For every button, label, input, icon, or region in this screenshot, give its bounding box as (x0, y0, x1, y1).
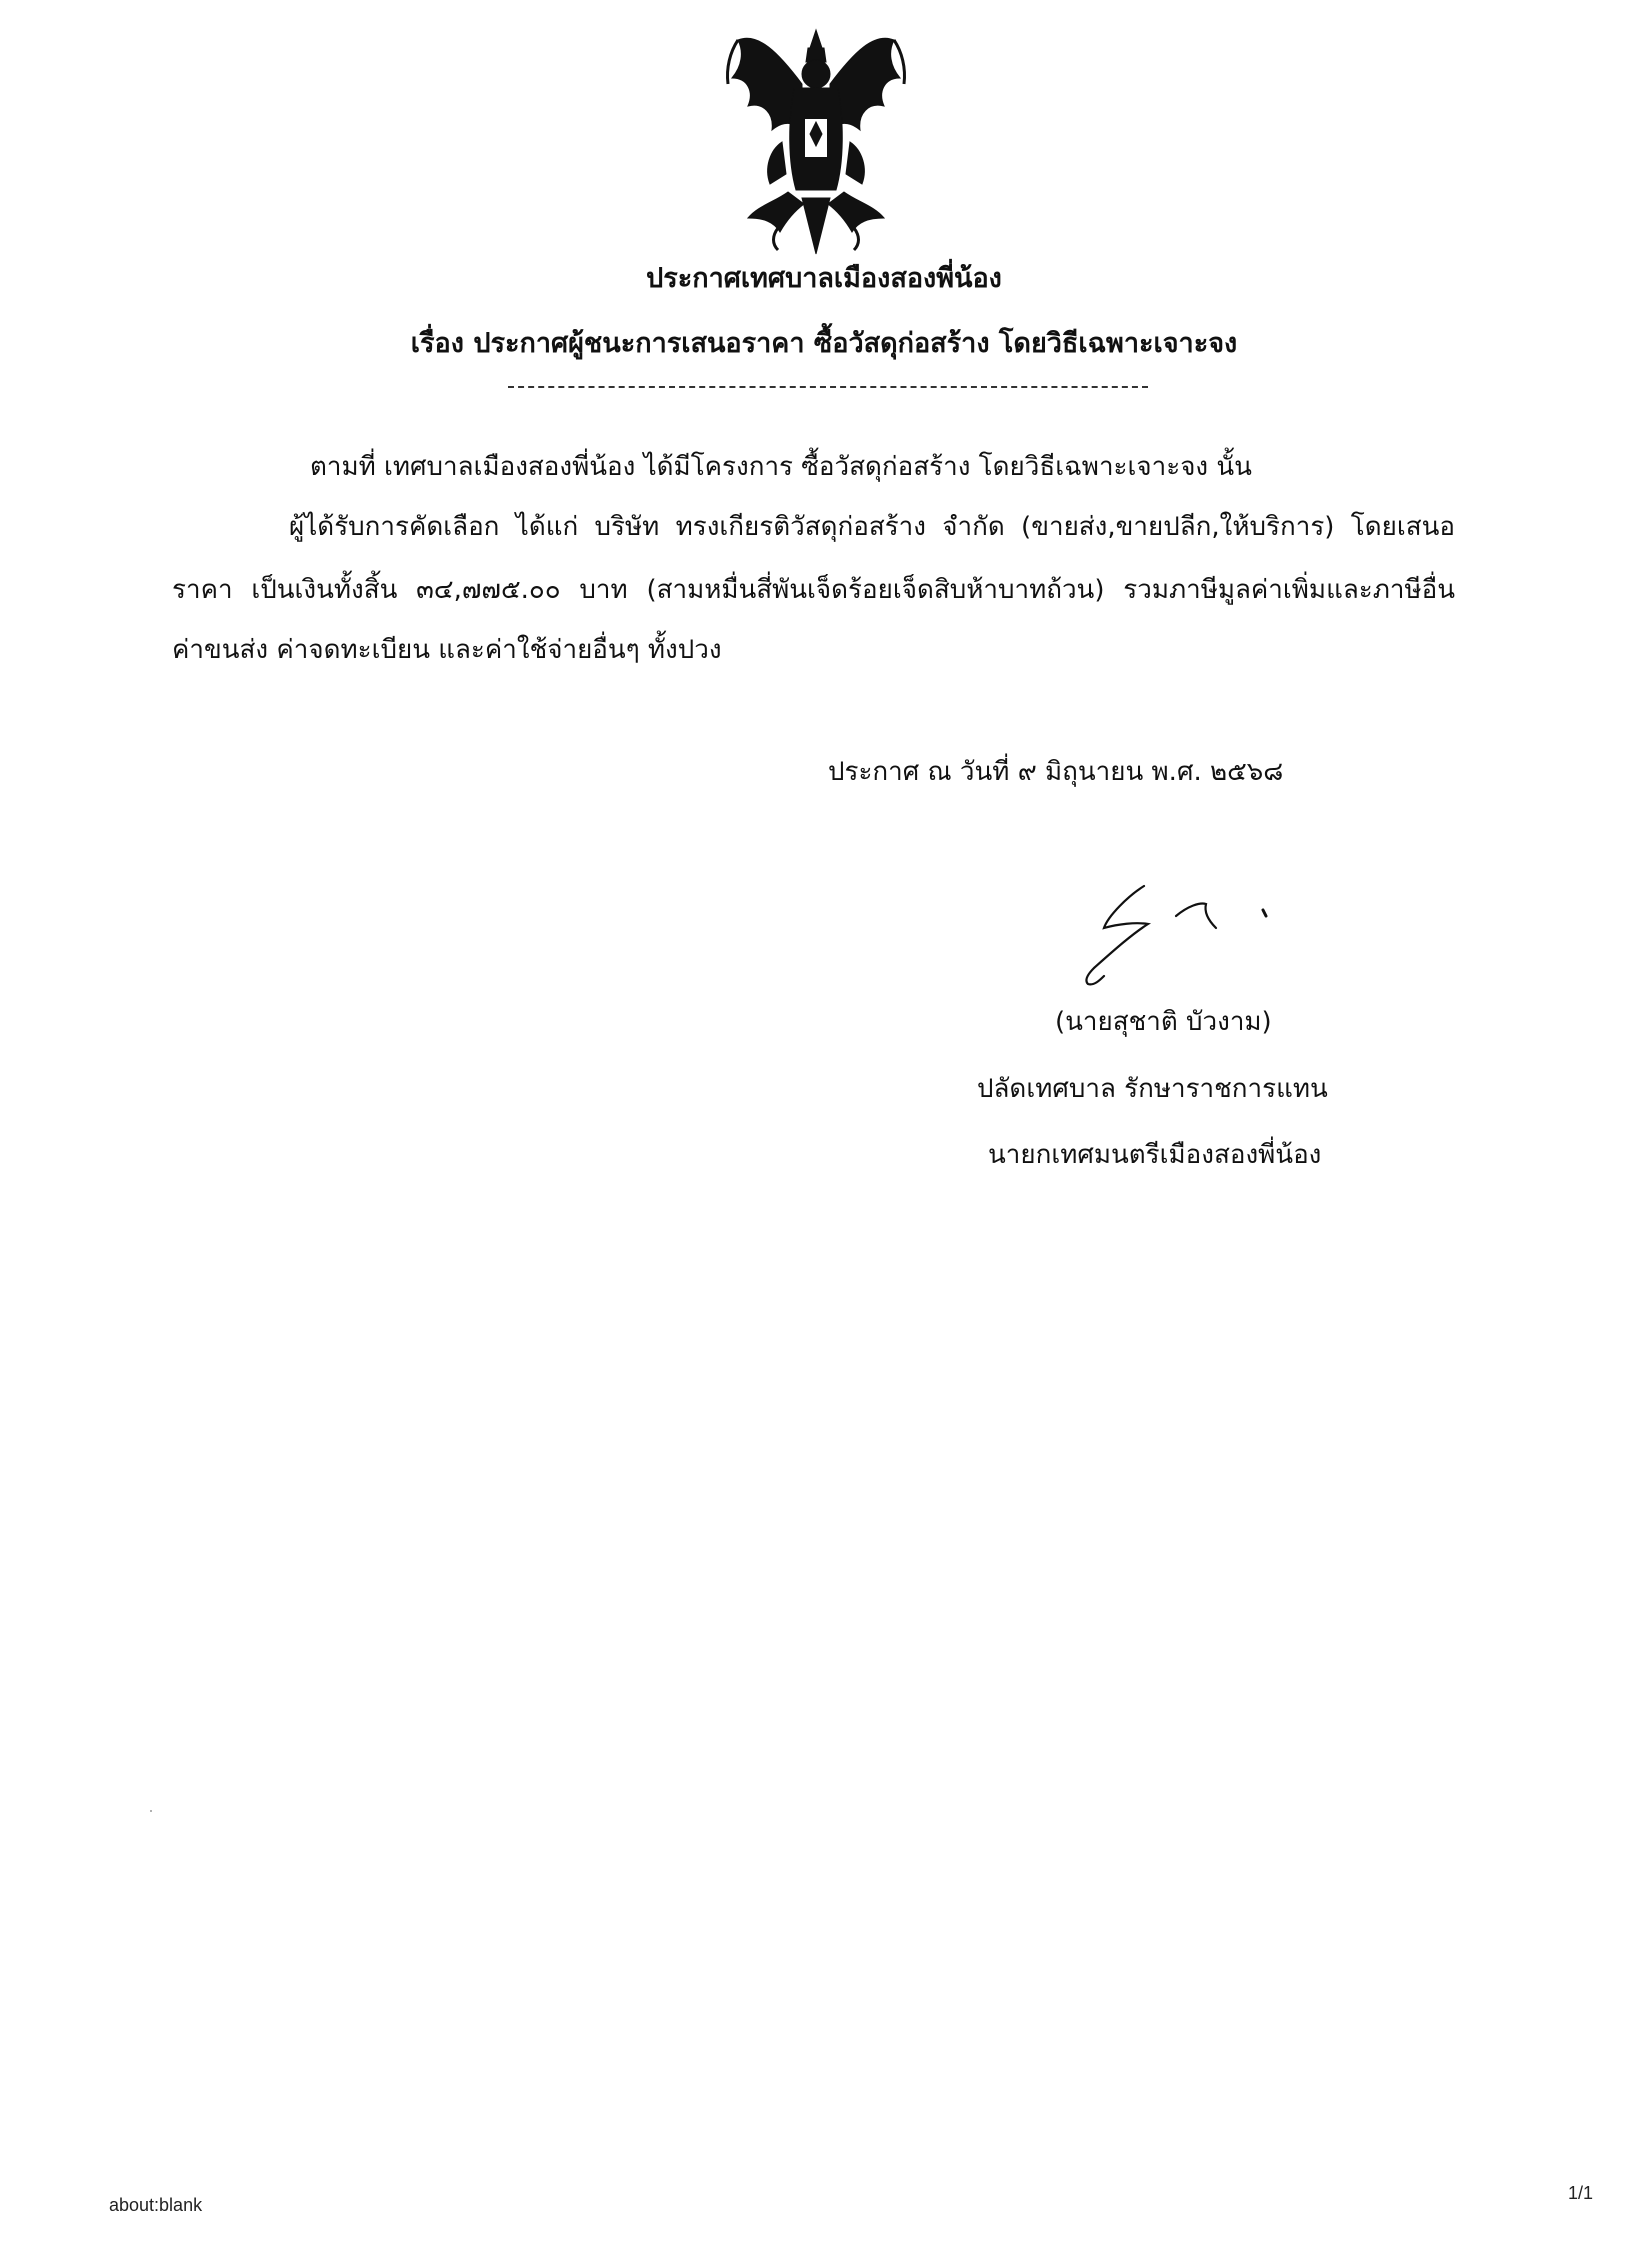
announcement-date: ประกาศ ณ วันที่ ๙ มิถุนายน พ.ศ. ๒๕๖๘ (828, 757, 1284, 787)
footer-page-indicator: 1/1 (1568, 2183, 1594, 2203)
paragraph-line: ราคา เป็นเงินทั้งสิ้น ๓๔,๗๗๕.๐๐ บาท (สามหมื่นสี่พันเจ็ดร้อยเจ็ดสิบห้าบาทถ้วน) รวมภาษีมูลค่าเพิ่มและภาษีอื่น (172, 575, 1455, 605)
signer-name: (นายสุชาติ บัวงาม) (1055, 1007, 1272, 1037)
paragraph-line: ตามที่ เทศบาลเมืองสองพี่น้อง ได้มีโครงการ ซื้อวัสดุก่อสร้าง โดยวิธีเฉพาะเจาะจง นั้น (310, 452, 1252, 482)
heading-divider (508, 386, 1148, 388)
announcement-subject: เรื่อง ประกาศผู้ชนะการเสนอราคา ซื้อวัสดุก่อสร้าง โดยวิธีเฉพาะเจาะจง (410, 328, 1238, 359)
paragraph-line: ผู้ได้รับการคัดเลือก ได้แก่ บริษัท ทรงเกียรติวัสดุก่อสร้าง จำกัด (ขายส่ง,ขายปลีก,ให้บริการ) โดยเสนอ (289, 512, 1455, 542)
scan-speck (150, 1810, 152, 1812)
signer-acting-for: นายกเทศมนตรีเมืองสองพี่น้อง (988, 1140, 1322, 1170)
paragraph-line: ค่าขนส่ง ค่าจดทะเบียน และค่าใช้จ่ายอื่นๆ ทั้งปวง (172, 635, 722, 665)
signature-image (1048, 876, 1328, 996)
signer-position: ปลัดเทศบาล รักษาราชการแทน (977, 1074, 1328, 1104)
announcement-title: ประกาศเทศบาลเมืองสองพี่น้อง (646, 263, 1002, 294)
garuda-emblem-icon (718, 22, 914, 258)
footer-url: about:blank (109, 2195, 203, 2215)
